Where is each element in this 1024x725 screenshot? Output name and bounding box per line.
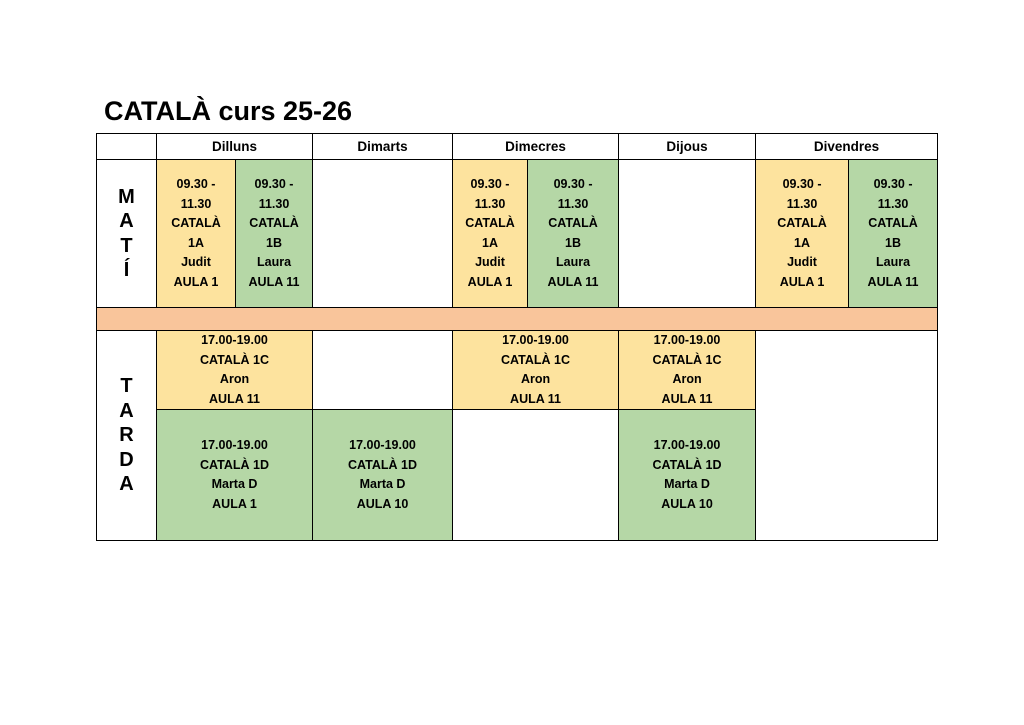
class-cell-dimarts-1d: 17.00-19.00 CATALÀ 1D Marta D AULA 10 xyxy=(313,410,453,541)
day-header-divendres: Divendres xyxy=(756,134,938,160)
class-cell-dilluns-1a: 09.30 - 11.30 CATALÀ 1A Judit AULA 1 xyxy=(157,160,236,308)
header-row xyxy=(97,134,938,160)
class-cell-dilluns-1c: 17.00-19.00 CATALÀ 1C Aron AULA 11 xyxy=(157,331,313,410)
page-title: CATALÀ curs 25-26 xyxy=(104,96,353,126)
empty-cell-dijous-mati xyxy=(619,160,756,308)
class-cell-dijous-1c: 17.00-19.00 CATALÀ 1C Aron AULA 11 xyxy=(619,331,756,410)
mati-row xyxy=(97,160,938,308)
tarda-row-1 xyxy=(97,331,938,410)
class-cell-divendres-1a: 09.30 - 11.30 CATALÀ 1A Judit AULA 1 xyxy=(756,160,849,308)
corner-cell xyxy=(97,134,157,160)
empty-cell-divendres-tarda xyxy=(756,331,938,541)
class-cell-dijous-1d: 17.00-19.00 CATALÀ 1D Marta D AULA 10 xyxy=(619,410,756,541)
class-cell-dilluns-1d: 17.00-19.00 CATALÀ 1D Marta D AULA 1 xyxy=(157,410,313,541)
mati-label: M A T Í xyxy=(97,160,157,308)
day-header-dilluns: Dilluns xyxy=(157,134,313,160)
class-cell-dimecres-1c: 17.00-19.00 CATALÀ 1C Aron AULA 11 xyxy=(453,331,619,410)
day-header-dimarts: Dimarts xyxy=(313,134,453,160)
class-cell-dilluns-1b: 09.30 - 11.30 CATALÀ 1B Laura AULA 11 xyxy=(236,160,313,308)
tarda-label: T A R D A xyxy=(97,331,157,541)
schedule-table xyxy=(96,133,938,541)
empty-cell-dimarts-mati xyxy=(313,160,453,308)
day-header-dimecres: Dimecres xyxy=(453,134,619,160)
day-header-dijous: Dijous xyxy=(619,134,756,160)
empty-cell-dimarts-tarda-1 xyxy=(313,331,453,410)
class-cell-dimecres-1a: 09.30 - 11.30 CATALÀ 1A Judit AULA 1 xyxy=(453,160,528,308)
break-row xyxy=(97,308,938,331)
break-separator xyxy=(97,308,938,331)
class-cell-divendres-1b: 09.30 - 11.30 CATALÀ 1B Laura AULA 11 xyxy=(849,160,938,308)
empty-cell-dimecres-tarda-2 xyxy=(453,410,619,541)
class-cell-dimecres-1b: 09.30 - 11.30 CATALÀ 1B Laura AULA 11 xyxy=(528,160,619,308)
